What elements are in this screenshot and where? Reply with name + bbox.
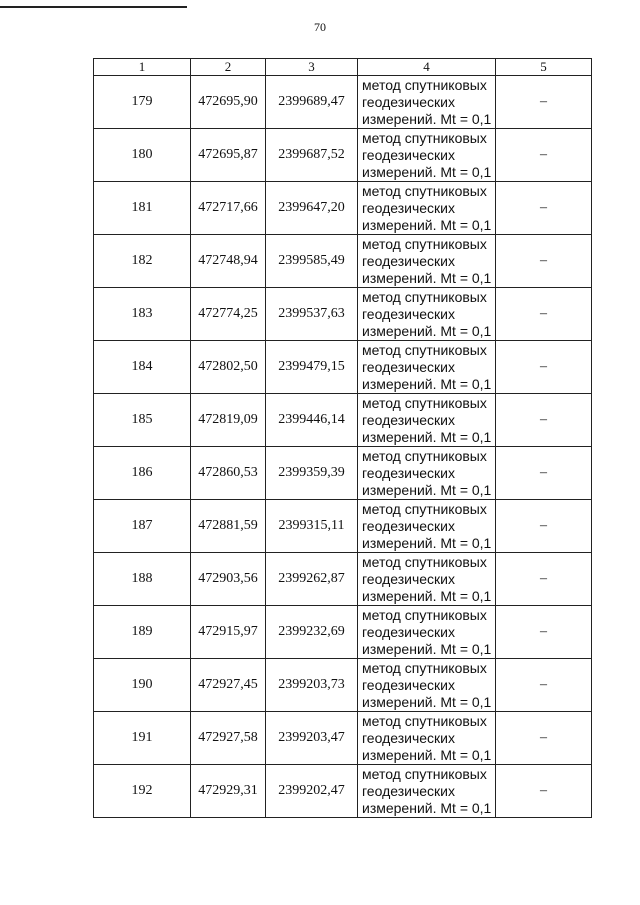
method-line: метод спутниковых: [362, 659, 487, 676]
y-coordinate-cell: 2399315,11: [266, 500, 358, 553]
method-line: геодезических: [362, 93, 455, 110]
point-number-cell: 191: [94, 712, 191, 765]
method-line: измерений. Mt = 0,1: [362, 110, 492, 127]
point-number-cell: 189: [94, 606, 191, 659]
method-cell: [358, 447, 496, 500]
note-cell: –: [496, 182, 592, 235]
method-line: метод спутниковых: [362, 606, 487, 623]
method-line: метод спутниковых: [362, 341, 487, 358]
note-cell: –: [496, 765, 592, 818]
method-line: метод спутниковых: [362, 288, 487, 305]
header-col-1: 1: [94, 59, 191, 76]
point-number-cell: 186: [94, 447, 191, 500]
method-line: геодезических: [362, 623, 455, 640]
method-line: метод спутниковых: [362, 235, 487, 252]
table-row: [94, 288, 592, 341]
table-row: [94, 500, 592, 553]
header-col-4: 4: [358, 59, 496, 76]
point-number-cell: 190: [94, 659, 191, 712]
method-line: измерений. Mt = 0,1: [362, 428, 492, 445]
table-body: [94, 76, 592, 818]
x-coordinate-cell: 472929,31: [191, 765, 266, 818]
method-cell: [358, 500, 496, 553]
table-row: [94, 765, 592, 818]
point-number-cell: 192: [94, 765, 191, 818]
note-cell: –: [496, 394, 592, 447]
method-line: геодезических: [362, 570, 455, 587]
note-cell: –: [496, 606, 592, 659]
x-coordinate-cell: 472860,53: [191, 447, 266, 500]
point-number-cell: 183: [94, 288, 191, 341]
x-coordinate-cell: 472774,25: [191, 288, 266, 341]
method-cell: [358, 235, 496, 288]
method-line: измерений. Mt = 0,1: [362, 269, 492, 286]
point-number-cell: 181: [94, 182, 191, 235]
y-coordinate-cell: 2399537,63: [266, 288, 358, 341]
method-line: метод спутниковых: [362, 500, 487, 517]
method-line: геодезических: [362, 358, 455, 375]
table-row: [94, 235, 592, 288]
header-row: [94, 59, 592, 76]
table-header: [94, 59, 592, 76]
method-line: геодезических: [362, 252, 455, 269]
method-cell: [358, 606, 496, 659]
method-line: геодезических: [362, 782, 455, 799]
method-line: метод спутниковых: [362, 447, 487, 464]
point-number-cell: 185: [94, 394, 191, 447]
method-line: измерений. Mt = 0,1: [362, 534, 492, 551]
method-line: измерений. Mt = 0,1: [362, 746, 492, 763]
method-line: измерений. Mt = 0,1: [362, 640, 492, 657]
y-coordinate-cell: 2399203,73: [266, 659, 358, 712]
method-cell: [358, 765, 496, 818]
header-col-3: 3: [266, 59, 358, 76]
x-coordinate-cell: 472695,87: [191, 129, 266, 182]
method-line: метод спутниковых: [362, 712, 487, 729]
method-cell: [358, 288, 496, 341]
method-line: геодезических: [362, 305, 455, 322]
y-coordinate-cell: 2399202,47: [266, 765, 358, 818]
method-line: метод спутниковых: [362, 76, 487, 93]
table-row: [94, 659, 592, 712]
table-row: [94, 712, 592, 765]
x-coordinate-cell: 472802,50: [191, 341, 266, 394]
page-number: 70: [314, 20, 326, 34]
method-line: метод спутниковых: [362, 553, 487, 570]
y-coordinate-cell: 2399359,39: [266, 447, 358, 500]
x-coordinate-cell: 472695,90: [191, 76, 266, 129]
method-line: измерений. Mt = 0,1: [362, 216, 492, 233]
method-line: метод спутниковых: [362, 182, 487, 199]
method-line: измерений. Mt = 0,1: [362, 799, 492, 816]
note-cell: –: [496, 76, 592, 129]
method-cell: [358, 182, 496, 235]
note-cell: –: [496, 447, 592, 500]
table-row: [94, 606, 592, 659]
note-cell: –: [496, 500, 592, 553]
method-cell: [358, 394, 496, 447]
point-number-cell: 182: [94, 235, 191, 288]
y-coordinate-cell: 2399446,14: [266, 394, 358, 447]
method-line: геодезических: [362, 676, 455, 693]
method-line: метод спутниковых: [362, 394, 487, 411]
x-coordinate-cell: 472881,59: [191, 500, 266, 553]
note-cell: –: [496, 712, 592, 765]
method-line: метод спутниковых: [362, 129, 487, 146]
note-cell: –: [496, 129, 592, 182]
method-cell: [358, 659, 496, 712]
coordinates-table: [93, 58, 592, 818]
x-coordinate-cell: 472927,58: [191, 712, 266, 765]
table-row: [94, 76, 592, 129]
y-coordinate-cell: 2399647,20: [266, 182, 358, 235]
method-line: измерений. Mt = 0,1: [362, 587, 492, 604]
method-cell: [358, 129, 496, 182]
y-coordinate-cell: 2399479,15: [266, 341, 358, 394]
method-cell: [358, 712, 496, 765]
table-row: [94, 182, 592, 235]
x-coordinate-cell: 472915,97: [191, 606, 266, 659]
method-line: измерений. Mt = 0,1: [362, 481, 492, 498]
method-line: измерений. Mt = 0,1: [362, 693, 492, 710]
y-coordinate-cell: 2399232,69: [266, 606, 358, 659]
point-number-cell: 184: [94, 341, 191, 394]
point-number-cell: 180: [94, 129, 191, 182]
y-coordinate-cell: 2399687,52: [266, 129, 358, 182]
method-line: измерений. Mt = 0,1: [362, 375, 492, 392]
table-row: [94, 553, 592, 606]
method-line: метод спутниковых: [362, 765, 487, 782]
x-coordinate-cell: 472748,94: [191, 235, 266, 288]
x-coordinate-cell: 472819,09: [191, 394, 266, 447]
table-row: [94, 447, 592, 500]
table-row: [94, 394, 592, 447]
point-number-cell: 179: [94, 76, 191, 129]
note-cell: –: [496, 659, 592, 712]
top-left-rule: [0, 6, 187, 8]
note-cell: –: [496, 341, 592, 394]
method-line: геодезических: [362, 411, 455, 428]
header-col-2: 2: [191, 59, 266, 76]
table-row: [94, 129, 592, 182]
y-coordinate-cell: 2399203,47: [266, 712, 358, 765]
method-line: геодезических: [362, 464, 455, 481]
y-coordinate-cell: 2399262,87: [266, 553, 358, 606]
y-coordinate-cell: 2399585,49: [266, 235, 358, 288]
method-line: измерений. Mt = 0,1: [362, 163, 492, 180]
point-number-cell: 187: [94, 500, 191, 553]
header-col-5: 5: [496, 59, 592, 76]
method-cell: [358, 76, 496, 129]
method-line: геодезических: [362, 517, 455, 534]
note-cell: –: [496, 288, 592, 341]
x-coordinate-cell: 472717,66: [191, 182, 266, 235]
note-cell: –: [496, 553, 592, 606]
method-line: геодезических: [362, 146, 455, 163]
method-line: геодезических: [362, 729, 455, 746]
x-coordinate-cell: 472927,45: [191, 659, 266, 712]
table-row: [94, 341, 592, 394]
x-coordinate-cell: 472903,56: [191, 553, 266, 606]
note-cell: –: [496, 235, 592, 288]
y-coordinate-cell: 2399689,47: [266, 76, 358, 129]
method-line: измерений. Mt = 0,1: [362, 322, 492, 339]
point-number-cell: 188: [94, 553, 191, 606]
method-line: геодезических: [362, 199, 455, 216]
method-cell: [358, 553, 496, 606]
method-cell: [358, 341, 496, 394]
